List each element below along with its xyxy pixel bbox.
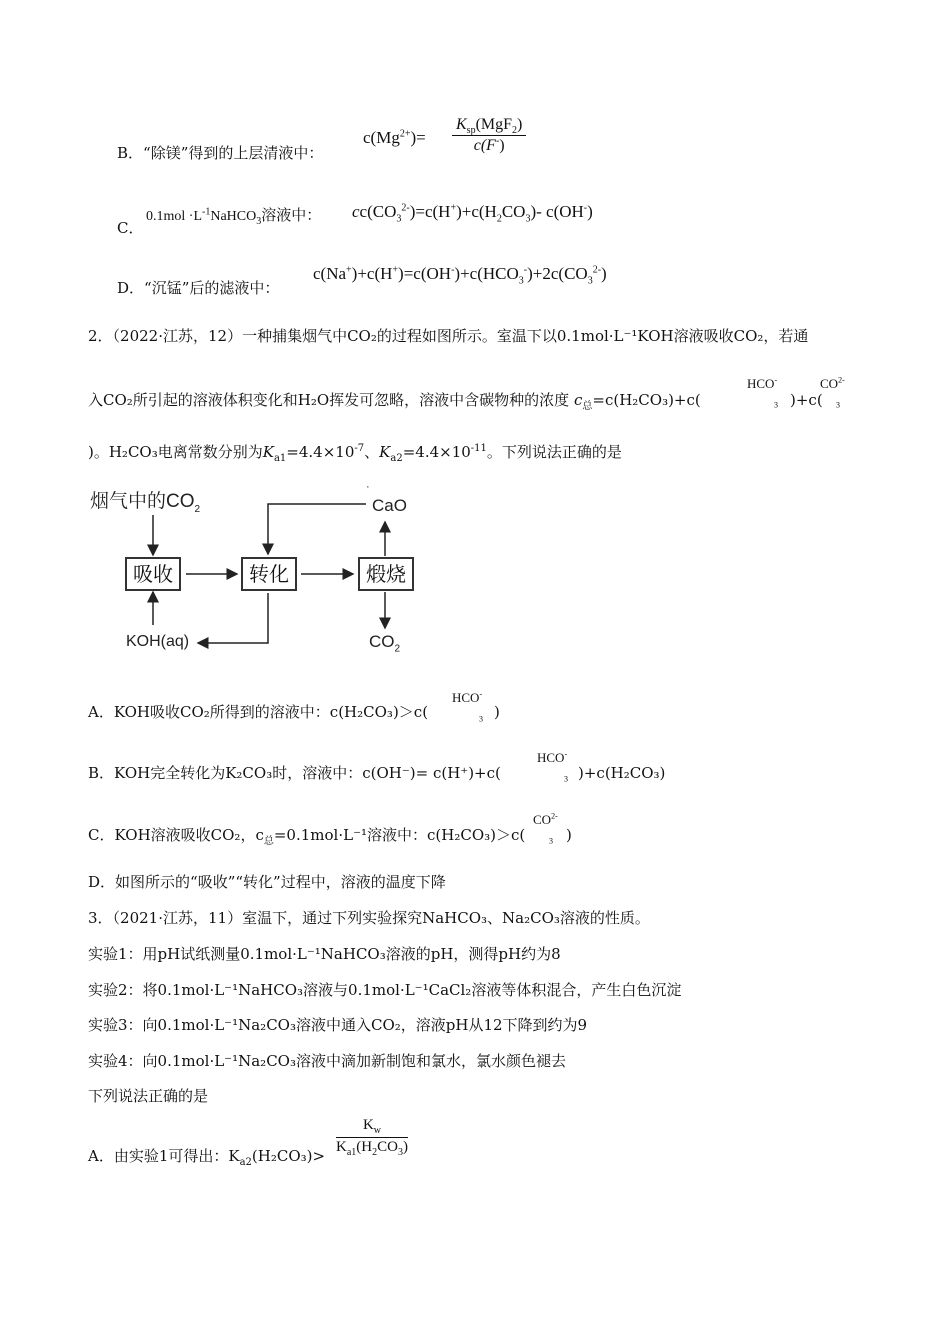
q3-question: 下列说法正确的是 [88,1087,209,1105]
q2-stem-line3: )。H₂CO₃电离常数分别为$K_{a1}=4.4\times 10^{-7}$、$K_{a2}=4.4\times 10^{-11}$。下列说法正确的是 [88,443,622,464]
q2-option-b-hco3: HCO- $_3$ [537,749,568,784]
q3-experiment-2: 实验2：将0.1mol·L⁻¹NaHCO₃溶液与0.1mol·L⁻¹CaCl₂溶液等体积混合，产生白色沉淀 [88,981,682,999]
q2-option-a-hco3: HCO- $_3$ [452,689,483,724]
q2-option-c-co3: $CO^{2-}$ $_3$ [533,811,558,846]
diagram-flue-gas-label: 烟气中的$CO_2$ [90,490,201,515]
q3-experiment-1: 实验1：用pH试纸测量0.1mol·L⁻¹NaHCO₃溶液的pH，测得pH约为8 [88,945,561,963]
diagram-convert-box: 转化 [241,557,297,591]
q1-option-c-equation: $cc(CO_3^{2-})=c(H^+)+c(H_2CO_3)-$ c(OH-) [352,202,593,225]
q2-option-a: A．KOH吸收CO₂所得到的溶液中：c(H₂CO₃)＞c( [88,703,429,721]
q2-option-c: C．KOH溶液吸收CO₂，$c_总=0.1mol\cdot L^{-1}$溶液中：c(H₂CO₃)＞c( [88,826,526,847]
q2-stem-line2: 入CO₂所引起的溶液体积变化和H₂O挥发可忽略，溶液中含碳物种的浓度 $c_总=c(H_2CO_3)+c$( [88,391,701,412]
q1-option-c-solution: $0.1mol \cdot L^{-1}NaHCO_3$溶液中： [146,206,322,227]
diagram-dot: · [366,481,370,493]
q2-stem-co3: $CO^{2-}$ $_3$ [820,375,845,410]
q2-option-a-close: ) [494,703,500,721]
diagram-cao-label: CaO [372,496,407,515]
q3-stem: 3．（2021·江苏，11）室温下，通过下列实验探究NaHCO₃、Na₂CO₃溶液的性质。 [88,909,650,927]
q1-option-b-label: B．“除镁”得到的上层清液中： [117,144,324,162]
diagram-koh-label: KOH(aq) [126,633,190,650]
diagram-calcine-box: 煅烧 [358,557,414,591]
q1-option-d-label: D．“沉锰”后的滤液中： [117,279,280,297]
q2-option-d: D．如图所示的“吸收”“转化”过程中，溶液的温度下降 [88,873,446,891]
q3-option-a-fraction: $\frac{K_w}{K_{a1}(H_2CO_3)}$ [336,1117,408,1158]
q2-option-b: B．KOH完全转化为K₂CO₃时，溶液中：c(OH⁻)= c(H⁺)+c( [88,764,501,782]
diagram-absorb-box: 吸收 [125,557,181,591]
arrow-cao-to-convert [268,504,366,554]
q3-experiment-4: 实验4：向0.1mol·L⁻¹Na₂CO₃溶液中滴加新制饱和氯水，氯水颜色褪去 [88,1052,566,1070]
q1-option-b-lhs: $c(Mg^{2+})=$ [363,128,426,147]
q2-stem-plus: )+c( [790,391,823,409]
q1-option-b-fraction: $K_{sp}(MgF_2)$ c(F-) [452,116,526,155]
q3-experiment-3: 实验3：向0.1mol·L⁻¹Na₂CO₃溶液中通入CO₂，溶液pH从12下降到约为9 [88,1016,588,1034]
q1-option-d-equation: $c(Na^+)+c(H^+)=c(OH^-)+c(HCO_3^-)+2c(CO_3^{2-})$ [313,264,607,287]
q2-stem-hco3: HCO- $_3$ [747,375,778,410]
arrow-convert-to-koh [198,593,268,643]
q1-option-c-label: C． [117,219,144,237]
q2-option-b-close: )+c(H₂CO₃) [578,764,666,782]
q3-option-a: A．由实验1可得出：$K_{a2}(H_2CO_3)>$ [88,1147,326,1168]
diagram-co2-label: $CO_2$ [369,632,401,655]
q2-option-c-close: ) [566,826,572,844]
q2-stem-line1: 2．（2022·江苏，12）一种捕集烟气中CO₂的过程如图所示。室温下以0.1mol·L⁻¹KOH溶液吸收CO₂，若通 [88,327,809,345]
